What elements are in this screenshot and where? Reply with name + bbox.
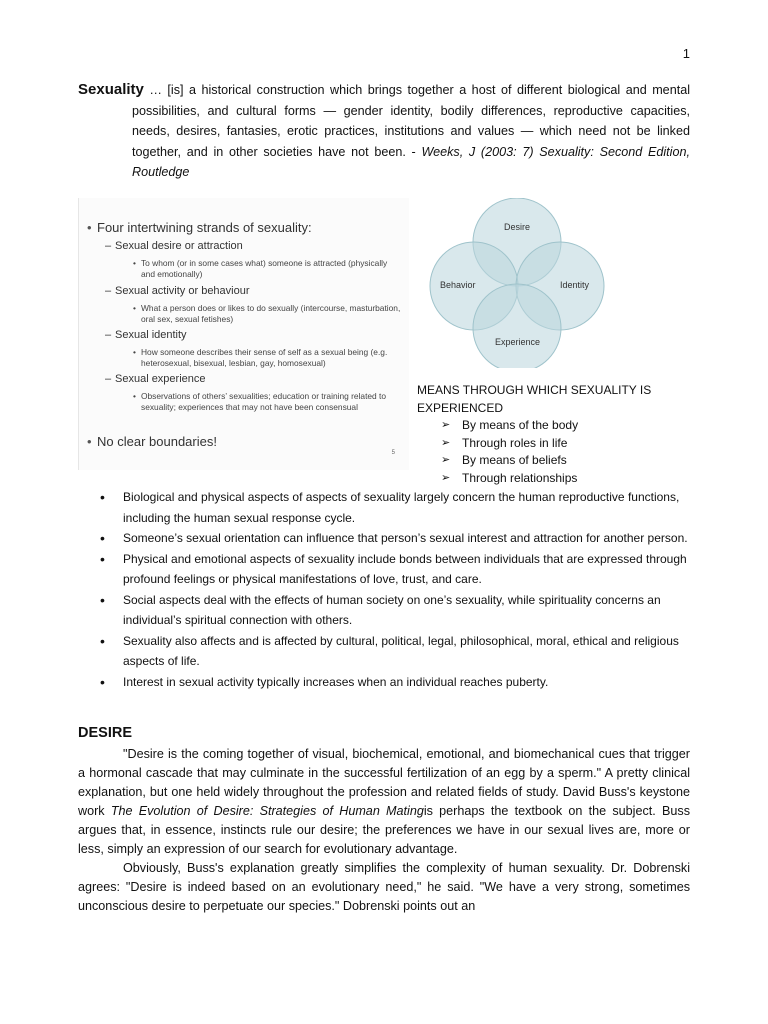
bullet-item: • Biological and physical aspects of aspects of sexuality largely concern the human reproductive functions, including the human sexual response cycle. bbox=[100, 487, 690, 528]
venn-label-desire: Desire bbox=[504, 222, 531, 232]
bullet-item: • Social aspects deal with the effects of human society on one’s sexuality, while spirituality concerns an individual’s spiritual connection with others. bbox=[100, 590, 690, 631]
means-item: ➢ By means of the body bbox=[417, 417, 697, 435]
strand-title-desire: – Sexual desire or attraction bbox=[115, 240, 243, 252]
definition-citation: Weeks, J (2003: 7) Sexuality: Second Edition, Routledge bbox=[132, 144, 690, 179]
strand-title-identity: – Sexual identity bbox=[115, 329, 187, 341]
sexuality-venn-diagram bbox=[416, 198, 644, 368]
book-title: The Evolution of Desire: Strategies of Human Mating bbox=[110, 804, 424, 818]
means-item: ➢ Through roles in life bbox=[417, 435, 697, 453]
slide-heading: • Four intertwining strands of sexuality: bbox=[97, 220, 312, 235]
page-number: 1 bbox=[682, 46, 690, 61]
means-item: ➢ Through relationships bbox=[417, 470, 697, 488]
strand-detail-activity: • What a person does or likes to do sexually (intercourse, masturbation, oral sex, sexual fetishes) bbox=[141, 303, 403, 325]
definition-text: … [is] a historical construction which brings together a host of different biological and mental possibilities, and cultural forms — gender identity, bodily differences, reproductive capacities, needs, desires, fantasies, erotic practices, institutions and values — which need not be linked together, and in other societies have not been. - bbox=[132, 83, 690, 159]
means-item: ➢ By means of beliefs bbox=[417, 452, 697, 470]
bullet-item: • Physical and emotional aspects of sexuality include bonds between individuals that are expressed through profound feelings or physical manifestations of love, trust, and care. bbox=[100, 549, 690, 590]
means-heading: MEANS THROUGH WHICH SEXUALITY IS EXPERIENCED bbox=[417, 383, 652, 415]
venn-label-identity: Identity bbox=[560, 280, 590, 290]
bullet-item: • Someone’s sexual orientation can influence that person’s sexual interest and attraction for another person. bbox=[100, 528, 690, 549]
desire-paragraph-2: Obviously, Buss's explanation greatly simplifies the complexity of human sexuality. Dr. Dobrenski agrees: "Desire is indeed based on an evolutionary need," he said. "We have a very strong, sometimes unconscious desire to perpetuate our species." Dobrenski points out an bbox=[78, 861, 690, 913]
venn-label-experience: Experience bbox=[495, 337, 541, 347]
venn-circle-experience bbox=[473, 284, 561, 368]
aspects-bullet-list bbox=[100, 487, 690, 692]
desire-p1-start: "Desire is the coming together of visual, biochemical, emotional, and biomechanical cues that trigger a hormonal cascade that may culminate in the successful fertilization of an egg by a sperm." A pretty clinical explanation, but one held widely throughout the profession and related fields of study. David Buss's keystone work bbox=[78, 747, 690, 818]
slide-number: 5 bbox=[391, 450, 395, 456]
bullet-item: • Sexuality also affects and is affected by cultural, political, legal, philosophical, moral, ethical and religious aspects of life. bbox=[100, 631, 690, 672]
strand-detail-identity: • How someone describes their sense of self as a sexual being (e.g. heterosexual, bisexual, lesbian, gay, homosexual) bbox=[141, 347, 403, 369]
definition-term: Sexuality bbox=[78, 81, 144, 98]
strand-title-activity: – Sexual activity or behaviour bbox=[115, 285, 250, 297]
strands-slide bbox=[78, 198, 409, 470]
means-section bbox=[417, 382, 697, 487]
desire-heading: DESIRE bbox=[78, 725, 132, 741]
bullet-item: • Interest in sexual activity typically increases when an individual reaches puberty. bbox=[100, 672, 690, 693]
venn-label-behavior: Behavior bbox=[440, 280, 476, 290]
sexuality-definition bbox=[78, 80, 690, 183]
strand-detail-experience: • Observations of others’ sexualities; education or training related to sexuality; experiences that may not have been consensual bbox=[141, 391, 403, 413]
desire-p1-end: is perhaps the textbook on the subject. Buss argues that, in essence, instincts rule our desire; the preferences we have in our sexual lives are, more or less, simply an expression of our search for evolutionary advantage. bbox=[78, 804, 690, 856]
strand-detail-desire: • To whom (or in some cases what) someone is attracted (physically and emotionally) bbox=[141, 258, 403, 280]
desire-paragraph-1 bbox=[78, 745, 690, 859]
means-list bbox=[417, 417, 697, 487]
strand-title-experience: – Sexual experience bbox=[115, 373, 206, 385]
slide-closing: • No clear boundaries! bbox=[97, 434, 217, 449]
desire-body bbox=[78, 745, 690, 916]
